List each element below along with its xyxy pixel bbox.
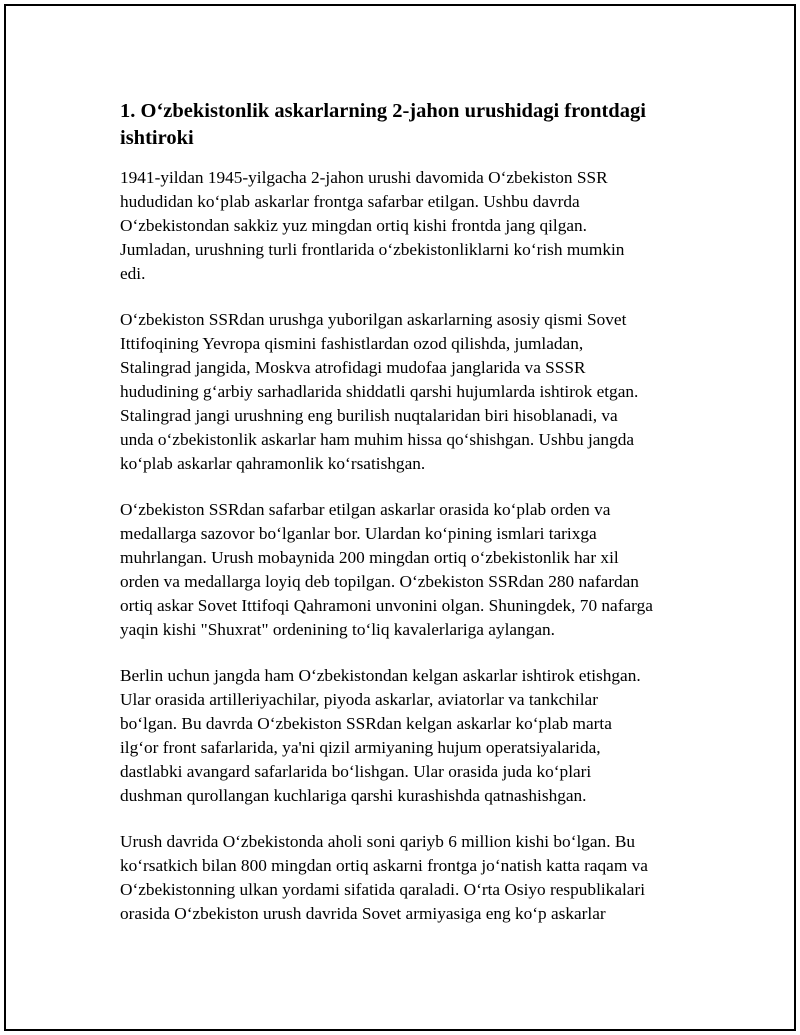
paragraph-line: Jumladan, urushning turli frontlarida o‘zbekistonliklarni ko‘rish mumkin <box>120 240 625 259</box>
paragraph-line: O‘zbekistondan sakkiz yuz mingdan ortiq kishi frontda jang qilgan. <box>120 216 587 235</box>
paragraph-list <box>120 166 700 926</box>
document-content <box>120 98 700 948</box>
paragraph <box>120 664 700 808</box>
paragraph-line: muhrlangan. Urush mobaynida 200 mingdan ortiq o‘zbekistonlik har xil <box>120 548 619 567</box>
paragraph-line: orden va medallarga loyiq deb topilgan. O‘zbekiston SSRdan 280 nafardan <box>120 572 639 591</box>
paragraph-line: O‘zbekiston SSRdan urushga yuborilgan askarlarning asosiy qismi Sovet <box>120 310 627 329</box>
paragraph <box>120 166 700 286</box>
paragraph-line: Stalingrad jangida, Moskva atrofidagi mudofaa janglarida va SSSR <box>120 358 586 377</box>
paragraph-line: Berlin uchun jangda ham O‘zbekistondan kelgan askarlar ishtirok etishgan. <box>120 666 641 685</box>
paragraph-line: 1941-yildan 1945-yilgacha 2-jahon urushi davomida O‘zbekiston SSR <box>120 168 608 187</box>
paragraph-line: O‘zbekiston SSRdan safarbar etilgan askarlar orasida ko‘plab orden va <box>120 500 611 519</box>
document-title: 1. O‘zbekistonlik askarlarning 2-jahon urushidagi frontdagi ishtiroki <box>120 100 646 149</box>
paragraph-line: Ular orasida artilleriyachilar, piyoda askarlar, aviatorlar va tankchilar <box>120 690 598 709</box>
paragraph-line: Stalingrad jangi urushning eng burilish nuqtalaridan biri hisoblanadi, va <box>120 406 618 425</box>
paragraph-line: hududidan ko‘plab askarlar frontga safarbar etilgan. Ushbu davrda <box>120 192 580 211</box>
paragraph-line: dushman qurollangan kuchlariga qarshi kurashishda qatnashishgan. <box>120 786 587 805</box>
paragraph-line: unda o‘zbekistonlik askarlar ham muhim hissa qo‘shishgan. Ushbu jangda <box>120 430 635 449</box>
paragraph <box>120 830 700 926</box>
paragraph <box>120 308 700 476</box>
paragraph-line: O‘zbekistonning ulkan yordami sifatida qaraladi. O‘rta Osiyo respublikalari <box>120 880 646 899</box>
paragraph-line: yaqin kishi "Shuxrat" ordenining to‘liq kavalerlariga aylangan. <box>120 620 555 639</box>
document-page <box>4 4 796 1031</box>
paragraph-line: ilg‘or front safarlarida, ya'ni qizil armiyaning hujum operatsiyalarida, <box>120 738 601 757</box>
paragraph-line: ko‘rsatkich bilan 800 mingdan ortiq askarni frontga jo‘natish katta raqam va <box>120 856 648 875</box>
paragraph-line: medallarga sazovor bo‘lganlar bor. Ulardan ko‘pining ismlari tarixga <box>120 524 597 543</box>
paragraph-line: edi. <box>120 264 146 283</box>
paragraph-line: orasida O‘zbekiston urush davrida Sovet armiyasiga eng ko‘p askarlar <box>120 904 606 923</box>
paragraph-line: ko‘plab askarlar qahramonlik ko‘rsatishgan. <box>120 454 426 473</box>
paragraph-line: dastlabki avangard safarlarida bo‘lishgan. Ular orasida juda ko‘plari <box>120 762 592 781</box>
paragraph-line: ortiq askar Sovet Ittifoqi Qahramoni unvonini olgan. Shuningdek, 70 nafarga <box>120 596 653 615</box>
paragraph-line: bo‘lgan. Bu davrda O‘zbekiston SSRdan kelgan askarlar ko‘plab marta <box>120 714 612 733</box>
paragraph <box>120 498 700 642</box>
paragraph-line: hududining g‘arbiy sarhadlarida shiddatli qarshi hujumlarda ishtirok etgan. <box>120 382 639 401</box>
paragraph-line: Ittifoqining Yevropa qismini fashistlardan ozod qilishda, jumladan, <box>120 334 584 353</box>
paragraph-line: Urush davrida O‘zbekistonda aholi soni qariyb 6 million kishi bo‘lgan. Bu <box>120 832 636 851</box>
